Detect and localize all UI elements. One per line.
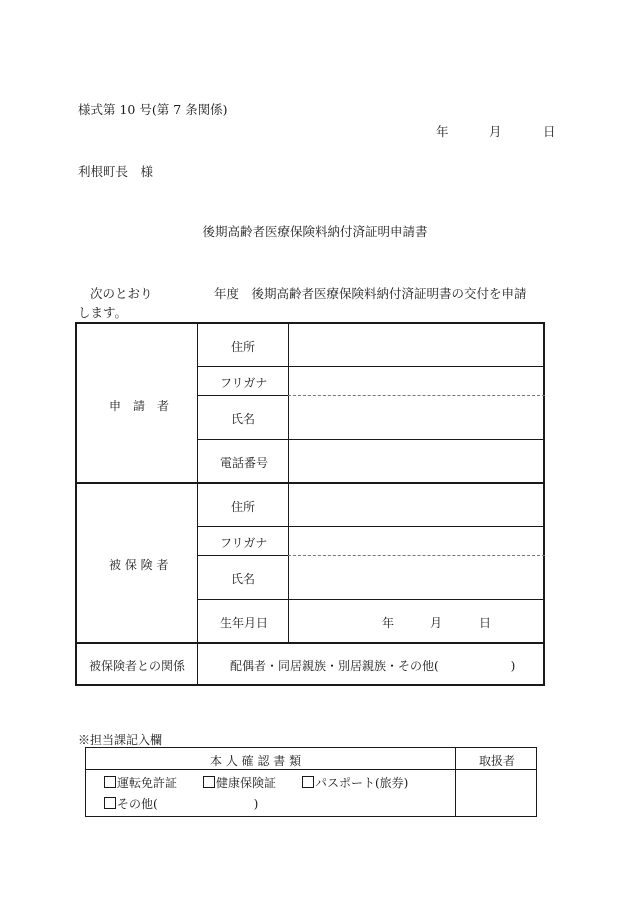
addressee: 利根町長 様 xyxy=(78,164,154,179)
body-line1-b: 年度 後期高齢者医療保険料納付済証明書の交付を申請 xyxy=(214,286,527,301)
applicant-name-field[interactable] xyxy=(289,396,545,439)
applicant-furigana-field[interactable] xyxy=(289,367,545,395)
insured-name-label: 氏名 xyxy=(231,572,256,586)
checkbox-box[interactable] xyxy=(104,776,116,788)
application-table xyxy=(75,322,545,686)
body-line2: します。 xyxy=(78,305,128,320)
insured-furigana-label: フリガナ xyxy=(220,536,268,550)
checkbox-drivers-license[interactable]: 運転免許証 xyxy=(104,774,177,791)
insured-section-label: 被 保 険 者 xyxy=(109,558,169,572)
applicant-phone-field[interactable] xyxy=(289,440,545,482)
date-month-label: 月 xyxy=(489,124,502,139)
date-year-label: 年 xyxy=(436,124,449,139)
insured-name-field[interactable] xyxy=(289,556,545,599)
checkbox-box[interactable] xyxy=(203,776,215,788)
insured-address-field[interactable] xyxy=(289,484,545,526)
insured-birthdate-label: 生年月日 xyxy=(220,616,269,630)
insured-birthdate-field[interactable] xyxy=(289,600,545,642)
birth-year-label: 年 xyxy=(382,616,395,630)
applicant-section-label: 申 請 者 xyxy=(109,399,170,413)
insured-address-label: 住所 xyxy=(231,500,256,514)
relationship-label: 被保険者との関係 xyxy=(89,659,186,673)
body-text xyxy=(78,284,556,322)
document-title: 後期高齢者医療保険料納付済証明申請書 xyxy=(202,224,428,239)
handler-field[interactable] xyxy=(456,770,536,816)
insured-furigana-field[interactable] xyxy=(289,527,545,555)
checkbox-box[interactable] xyxy=(104,797,116,809)
birth-month-label: 月 xyxy=(430,616,443,630)
form-number: 様式第 10 号(第 7 条関係) xyxy=(78,102,228,117)
applicant-phone-label: 電話番号 xyxy=(220,456,269,470)
applicant-name-label: 氏名 xyxy=(231,412,256,426)
id-docs-header: 本 人 確 認 書 類 xyxy=(210,754,302,768)
staff-table xyxy=(85,747,537,817)
applicant-address-label: 住所 xyxy=(231,340,256,354)
handler-header: 取扱者 xyxy=(479,754,516,768)
applicant-address-field[interactable] xyxy=(289,324,545,366)
date-day-label: 日 xyxy=(543,124,556,139)
body-line1-a: 次のとおり xyxy=(90,286,153,301)
date-line xyxy=(0,122,630,138)
checkbox-passport[interactable]: パスポート(旅券) xyxy=(302,774,408,791)
applicant-furigana-label: フリガナ xyxy=(220,376,268,390)
staff-section-heading: ※担当課記入欄 xyxy=(78,733,163,747)
checkbox-health-insurance[interactable]: 健康保険証 xyxy=(203,774,276,791)
checkbox-other[interactable]: その他( ) xyxy=(104,795,258,812)
birth-day-label: 日 xyxy=(479,616,492,630)
checkbox-box[interactable] xyxy=(302,776,314,788)
relationship-options[interactable]: 配偶者・同居親族・別居親族・その他( ) xyxy=(230,659,516,673)
